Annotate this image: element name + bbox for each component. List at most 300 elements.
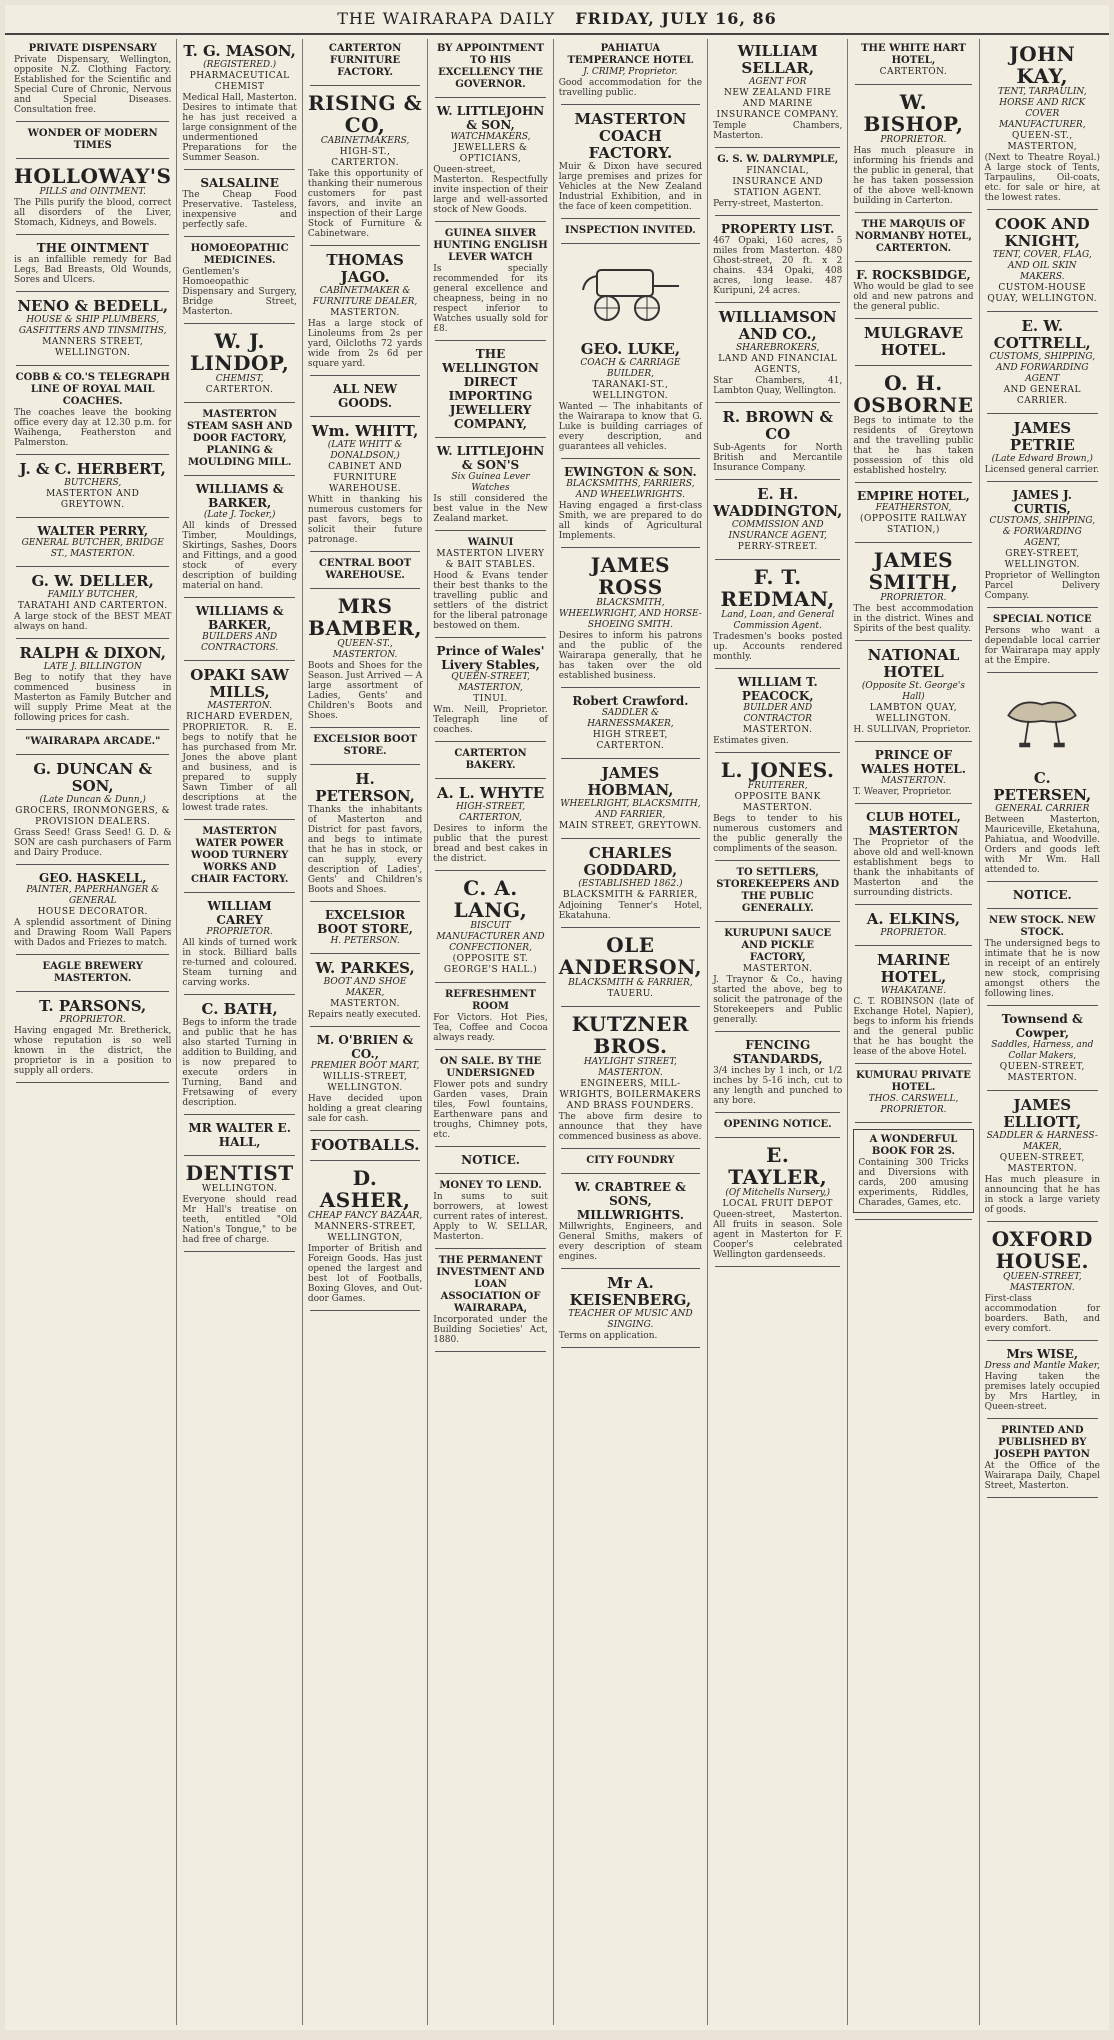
advertisement [559,694,702,752]
divider [715,147,840,148]
divider [987,908,1098,909]
advertisement-subtitle: CABINETMAKERS, [320,136,410,146]
advertisement [559,341,702,452]
advertisement-title: W. PARKES, [315,959,415,977]
advertisement-title: MARINE HOTEL, [877,951,950,986]
advertisement-body: Has a large stock of Linoleums from 2s per yard, Oilcloths 72 yards wide from 2s 6d per square yard. [307,319,423,369]
advertisement-title: D. ASHER, [319,1166,411,1212]
advertisement [14,241,171,285]
advertisement [14,43,171,115]
advertisement-title: JAMES ROSS [590,553,671,599]
advertisement-subtitle: (Late J. Tocker,) [203,510,276,520]
advertisement [853,325,973,359]
advertisement [559,465,702,541]
divider [435,1173,545,1174]
advertisement-title: C. BATH, [201,1000,278,1018]
advertisement-caption: QUEEN-STREET, MASTERTON. [999,1062,1085,1083]
advertisement-title: G. S. W. DALRYMPLE, [717,154,839,165]
divider [435,97,545,98]
divider [310,1160,420,1161]
advertisement [713,486,842,553]
advertisement-subtitle: TENT, COVER, FLAG, AND OIL SKIN MAKERS. [992,250,1092,282]
advertisement-caption: TAUERU. [607,989,654,999]
advertisement-caption: CARTERTON. [205,385,274,395]
advertisement [433,347,547,431]
column-8 [980,39,1105,2025]
advertisement-subtitle: QUEEN-STREET, MASTERTON, [451,672,530,693]
advertisement-body: C. T. ROBINSON (late of Exchange Hotel, Napier), begs to inform his friends and the general public that he has bought the lease of the above Hotel. [853,997,974,1057]
advertisement-subtitle: BLACKSMITHS, FARRIERS, AND WHEELWRIGHTS. [566,479,695,500]
advertisement [14,736,171,748]
divider [435,1248,545,1249]
divider [987,672,1098,673]
advertisement [433,877,547,976]
divider [561,1268,700,1269]
advertisement-title: JAMES HOBMAN, [587,764,674,799]
advertisement-caption: OPPOSITE BANK MASTERTON. [734,792,821,813]
advertisement-title: PAHIATUA TEMPERANCE HOTEL [567,43,694,66]
advertisement [14,372,171,448]
advertisement-title: C. PETERSEN, [993,769,1092,804]
advertisement [985,614,1100,666]
advertisement [14,573,171,632]
advertisement-body: Having engaged Mr. Bretherick, whose reputation is so well known in the district, the proprietor is in a position to supply all orders. [14,1026,172,1076]
advertisement-caption: HOUSE DECORATOR. [37,907,148,917]
advertisement [559,845,702,921]
advertisement-subtitle: (Late Edward Brown,) [991,454,1093,464]
advertisement-body: Hood & Evans tender their best thanks to the travelling public and settlers of the district for the liberal patronage bestowed on them. [433,571,548,631]
advertisement-subtitle: FRUITERER, [747,781,808,791]
divider [561,1148,700,1149]
advertisement-caption: GROCERS, IRONMONGERS, & PROVISION DEALERS. [15,806,171,827]
divider [715,752,840,753]
advertisement [985,1012,1100,1084]
advertisement-title: MASTERTON WATER POWER WOOD TURNERY WORKS AND CHAIR FACTORY. [190,826,289,885]
advertisement-subtitle: (Opposite St. George's Hall) [861,681,965,702]
advertisement [14,165,171,228]
advertisement-subtitle: PROPRIETOR. [880,135,947,145]
advertisement-body: Between Masterton, Mauriceville, Eketahuna, Pahiatua, and Woodville. Orders and goods left with Mr Wm. Hall attended to. [984,815,1100,875]
divider [16,864,169,865]
column-5 [554,39,708,2025]
advertisement [433,989,547,1043]
divider [561,838,700,839]
advertisement-title: WALTER PERRY, [37,524,149,538]
advertisement-caption: GREY-STREET, WELLINGTON. [1004,549,1080,570]
advertisement-title: THE MARQUIS OF NORMANBY HOTEL, CARTERTON. [855,219,972,254]
advertisement [985,420,1100,475]
advertisement [308,92,422,239]
advertisement [182,667,296,813]
advertisement-title: JAMES PETRIE [1009,419,1075,454]
advertisement-title: CLUB HOTEL, MASTERTON [866,810,961,838]
advertisement-title: HOMOEOPATHIC MEDICINES. [190,243,289,266]
advertisement [985,770,1100,875]
advertisement-subtitle: GENERAL CARRIER [995,804,1090,814]
advertisement-body: In sums to suit borrowers, at lowest current rates of interest. Apply to W. SELLAR, Masterton. [433,1192,548,1242]
advertisement [559,250,702,335]
divider [987,1090,1098,1091]
issue-date: FRIDAY, JULY 16, 86 [575,9,777,28]
advertisement-body: (Next to Theatre Royal.) A large stock of Tents, Tarpaulins, Oil-coats, etc. for sale or hire, at the lowest rates. [984,153,1100,203]
advertisement-subtitle: H. PETERSON. [330,936,400,946]
advertisement [713,566,842,662]
advertisement [713,1038,842,1106]
advertisement [308,595,422,721]
divider [855,741,971,742]
advertisement-caption: TARANAKI-ST., WELLINGTON. [592,380,669,401]
advertisement [182,826,296,886]
divider [561,1006,700,1007]
advertisement-body: T. Weaver, Proprietor. [853,787,952,797]
advertisement-body: 467 Opaki, 160 acres, 5 miles from Masterton. 480 Ghost-street, 20 ft. x 2 chains. 434 Opaki, 408 acres, long lease. 487 Kuripuni, 24 acres. [713,236,843,296]
divider [184,597,294,598]
advertisement-subtitle: SADDLER & HARNESS-MAKER, [986,1131,1098,1152]
advertisement [182,1162,296,1245]
advertisement-body: Good accommodation for the travelling public. [558,78,703,98]
advertisement-caption: QUEEN-STREET, MASTERTON. [999,1153,1085,1174]
advertisement-title: OPENING NOTICE. [723,1119,832,1130]
advertisement [559,111,702,212]
advertisement [713,309,842,396]
divider [715,1031,840,1032]
advertisement-caption: CABINET AND FURNITURE WAREHOUSE. [328,462,403,494]
advertisement-title: ALL NEW GOODS. [333,382,398,410]
divider [855,212,971,213]
divider [855,1063,971,1064]
advertisement-title: PRIVATE DISPENSARY [28,43,157,54]
advertisement-body: Beg to notify that they have commenced business in Masterton as Family Butcher and will supply Prime Meat at the following prices for cash. [14,673,172,723]
advertisement [14,298,171,359]
advertisement-caption: ENGINEERS, MILL-WRIGHTS, BOILERMAKERS AND BRASS FOUNDERS. [559,1079,702,1111]
column-6 [708,39,848,2025]
divider [715,668,840,669]
advertisement-body: Containing 300 Tricks and Diversions with cards, 200 amusing experiments, Riddles, Charades, Games, etc. [858,1158,969,1208]
divider [310,588,420,589]
advertisement-title: OXFORD HOUSE. [991,1227,1093,1273]
advertisement-title: NENO & BEDELL, [17,297,169,315]
advertisement-body: Desires to inform his patrons and the public of the Wairarapa generally, that he has taken over the old established business. [558,631,703,681]
advertisement-caption: (OPPOSITE RAILWAY STATION,) [859,514,967,535]
advertisement-caption: PERRY-STREET. [737,542,818,552]
advertisement [182,604,296,654]
advertisement-title: G. DUNCAN & SON, [33,760,152,795]
advertisement-body: Proprietor of Wellington Parcel Delivery Company. [984,571,1100,601]
advertisement-subtitle: QUEEN-ST., MASTERTON. [332,639,398,660]
advertisement-subtitle: PROPRIETOR. [206,927,273,937]
advertisement-subtitle: Six Guinea Lever Watches [451,472,530,493]
advertisement-body: Terms on application. [558,1331,658,1341]
advertisement-title: JOHN KAY, [1009,42,1076,88]
advertisement-caption: HIGH-ST., CARTERTON. [331,147,399,168]
advertisement-caption: BLACKSMITH & FARRIER, [562,890,698,900]
divider [184,475,294,476]
carriage-illustration [575,256,685,326]
advertisement [853,489,973,536]
divider [561,218,700,219]
divider [561,243,700,244]
advertisement-caption: MANNERS STREET, WELLINGTON. [42,337,144,358]
advertisement-body: Incorporated under the Building Societies' Act, 1880. [433,1315,548,1345]
divider [184,1114,294,1115]
advertisement-title: KUTZNER BROS. [571,1012,690,1058]
advertisement-subtitle: COACH & CARRIAGE BUILDER, [580,358,681,379]
divider [184,402,294,403]
advertisement-title: E. H. WADDINGTON, [713,485,843,520]
advertisement-title: H. PETERSON, [315,770,415,805]
advertisement-subtitle: WHAKATANE. [880,986,947,996]
advertisement-title: GUINEA SILVER HUNTING ENGLISH LEVER WATCH [433,228,548,263]
advertisement [308,43,422,79]
advertisement-title: WILLIAMS & BARKER, [195,604,284,632]
advertisement [713,867,842,915]
advertisement-title: SALSALINE [200,176,279,190]
column-4 [428,39,553,2025]
advertisement-title: GEO. HASKELL, [38,871,147,885]
advertisement [308,558,422,582]
advertisement-subtitle: LATE J. BILLINGTON [43,662,142,672]
divider [435,637,545,638]
advertisement-subtitle: WHEELRIGHT, BLACKSMITH, AND FARRIER, [560,799,701,820]
saddle-illustration [992,685,1092,755]
divider [561,1347,700,1348]
advertisement-body: Private Dispensary, Wellington, opposite N.Z. Clothing Factory. Established for the Scientific and Special Cure of Chronic, Nervous and Special Diseases. Consultation free. [14,55,172,115]
advertisement-subtitle: HIGH-STREET, CARTERTON, [455,802,526,823]
advertisement [308,382,422,410]
divider [987,881,1098,882]
advertisement-title: HOLLOWAY'S [14,164,172,188]
advertisement-caption: AND GENERAL CARRIER. [1003,385,1081,406]
advertisement [559,934,702,1000]
advertisement-subtitle: PROPRIETOR. [59,1015,126,1025]
advertisement-caption: CARTERTON. [879,67,948,77]
advertisement-title: NOTICE. [1012,888,1072,902]
divider [987,1497,1098,1498]
advertisement-subtitle: HAYLIGHT STREET, MASTERTON. [583,1057,677,1078]
advertisement-subtitle: BLACKSMITH & FARRIER, [568,978,693,988]
advertisement-caption: FINANCIAL, INSURANCE AND STATION AGENT. [732,166,824,198]
advertisement-subtitle: PREMIER BOOT MART, [310,1061,420,1071]
advertisement [14,998,171,1076]
advertisement-subtitle: CUSTOMS, SHIPPING, AND FORWARDING AGENT [989,352,1096,384]
divider [16,121,169,122]
advertisement-caption: MASTERTON. [742,964,813,974]
advertisement-body: Desires to inform the public that the purest bread and best cakes in the district. [433,824,548,864]
advertisement-body: The Pills purify the blood, correct all disorders of the Liver, Stomach, Kidneys, and Bowels. [14,198,172,228]
advertisement-subtitle: BUTCHERS, [64,478,122,488]
column-1 [9,39,177,2025]
advertisement-body: Sub-Agents for North British and Mercantile Insurance Company. [713,443,843,473]
advertisement-title: T. PARSONS, [39,997,147,1015]
advertisement-body: The above firm desire to announce that they have commenced business as above. [558,1112,703,1142]
advertisement [853,810,973,898]
advertisement-caption: LAMBTON QUAY, WELLINGTON. [869,703,958,724]
advertisement-title: CARTERTON FURNITURE FACTORY. [328,43,402,78]
advertisement-title: FOOTBALLS. [310,1136,420,1154]
divider [310,901,420,902]
advertisement [713,928,842,1025]
advertisement-title: BY APPOINTMENT TO HIS EXCELLENCY THE GOVERNOR. [437,43,544,90]
advertisement [713,43,842,141]
divider [16,991,169,992]
advertisement-caption: MAIN STREET, GREYTOWN. [559,821,702,831]
advertisement-subtitle: PROPRIETOR. [880,928,947,938]
advertisement [559,225,702,237]
divider [561,758,700,759]
advertisement-title: G. W. DELLER, [31,572,154,590]
divider [855,261,971,262]
advertisement-subtitle: (REGISTERED.) [203,60,277,70]
advertisement-title: TO SETTLERS, STOREKEEPERS AND THE PUBLIC GENERALLY. [716,867,840,914]
advertisement-caption: MASTERTON LIVERY & BAIT STABLES. [436,549,545,570]
advertisement-title: W. J. LINDOP, [189,329,290,375]
advertisement [559,1013,702,1142]
advertisement [985,488,1100,601]
divider [987,311,1098,312]
divider [561,1173,700,1174]
advertisement-title: Mr A. KEISENBERG, [569,1274,692,1309]
advertisement-subtitle: QUEEN-STREET, MASTERTON. [1002,1272,1082,1293]
advertisement-body: Everyone should read Mr Hall's treatise on teeth, entitled "Old Nation's Tongue," to be had free of charge. [182,1195,297,1245]
advertisement-body: Begs to inform the trade and public that he has also started Turning in addition to Building, and is now prepared to execute orders in Turning, Band and Fretsawing of every description. [182,1018,297,1108]
advertisement-body: Persons who want a dependable local carrier for Wairarapa may apply at the Empire. [984,626,1100,666]
advertisement-subtitle: GENERAL BUTCHER, BRIDGE ST., MASTERTON. [21,538,164,559]
advertisement-title: PRINCE OF WALES HOTEL. [860,748,966,776]
advertisement-title: CENTRAL BOOT WAREHOUSE. [318,558,412,581]
advertisement-title: NEW STOCK. NEW STOCK. [989,915,1096,938]
advertisement-title: PRINTED AND PUBLISHED BY JOSEPH PAYTON [994,1425,1090,1460]
advertisement [853,647,973,735]
divider [184,1155,294,1156]
advertisement-body: J. Traynor & Co., having started the above, beg to solicit the patronage of the Storekeepers and Public generally. [713,975,843,1025]
divider [16,291,169,292]
advertisement-body: Star Chambers, 41, Lambton Quay, Wellington. [713,376,843,396]
advertisement [985,915,1100,999]
advertisement-title: WONDER OF MODERN TIMES [27,128,158,151]
advertisement-subtitle: TEACHER OF MUSIC AND SINGING. [568,1309,693,1330]
divider [16,954,169,955]
advertisement-subtitle: CUSTOMS, SHIPPING, & FORWARDING AGENT, [989,516,1096,548]
advertisement-caption: MASTERTON. [330,999,400,1009]
divider [855,803,971,804]
divider [987,607,1098,608]
advertisement-title: WILLIAMSON AND CO., [718,308,837,343]
advertisement-title: FENCING STANDARDS, [732,1038,823,1066]
advertisement [713,154,842,209]
advertisement-title: COOK AND KNIGHT, [994,215,1090,250]
divider [310,1026,420,1027]
advertisement-title: GEO. LUKE, [580,340,681,358]
advertisement [853,1129,973,1213]
advertisement-body: Begs to tender to his numerous customers and the public generally the compliments of the season. [713,814,843,854]
advertisement-subtitle: BUILDERS AND CONTRACTORS. [201,632,279,653]
advertisement-body: Medical Hall, Masterton. Desires to intimate that he has just received a large consignment of the undermentioned Preparations for the Summer Season. [182,93,297,163]
advertisement-title: Townsend & Cowper, [1001,1012,1083,1040]
advertisement-caption: JEWELLERS & OPTICIANS, [453,143,528,164]
advertisement-subtitle: (LATE WHITT & DONALDSON,) [327,440,403,461]
advertisement-subtitle: COMMISSION AND INSURANCE AGENT, [728,520,827,541]
advertisement-subtitle: WATCHMAKERS, [450,132,531,142]
advertisement-title: OPAKI SAW MILLS, [190,666,290,701]
advertisement-body: Begs to intimate to the residents of Greytown and the travelling public that he has taken possession of this old established hostelry. [853,416,974,476]
advertisement-caption: QUEEN-ST., MASTERTON, [1007,131,1078,152]
advertisement [182,243,296,317]
advertisement-title: NOTICE. [461,1153,520,1167]
advertisement-subtitle: J. CRIMP, Proprietor. [583,67,678,77]
divider [310,551,420,552]
advertisement-body: All kinds of Dressed Timber, Mouldings, Skirtings, Sashes, Doors and Fittings, and a good stock of every description of building material on hand. [182,521,297,591]
advertisement-body: The Proprietor of the above old and well-known establishment begs to thank the inhabitants of Masterton and the surrounding districts. [853,838,974,898]
advertisement-title: PROPERTY LIST. [721,222,835,236]
advertisement [433,43,547,91]
advertisement-title: THE WELLINGTON DIRECT IMPORTING JEWELLERY COMPANY, [442,347,539,431]
advertisement-subtitle: SADDLER & HARNESSMAKER, [587,708,674,729]
advertisement [433,444,547,524]
advertisement-subtitle: (Late Duncan & Dunn,) [39,795,146,805]
advertisement-title: W. CRABTREE & SONS, MILLWRIGHTS. [574,1180,686,1222]
masthead [5,5,1109,35]
advertisement-title: A WONDERFUL BOOK FOR 2S. [869,1134,958,1157]
advertisement-body: A splendid assortment of Dining and Drawing Room Wall Papers with Dados and Friezes to match. [14,918,172,948]
advertisement-title: KUMURAU PRIVATE HOTEL. [856,1070,971,1093]
column-7 [848,39,979,2025]
divider [987,1221,1098,1222]
divider [16,754,169,755]
divider [855,945,971,946]
advertisement-caption: WELLINGTON. [201,1184,278,1194]
divider [16,1082,169,1083]
advertisement-caption: PHARMACEUTICAL CHEMIST [189,71,290,92]
advertisement-title: RISING & CO, [308,91,423,137]
divider [987,413,1098,414]
divider [310,245,420,246]
advertisement-body: Has much pleasure in informing his friends and the public in general, that he has taken possession of the above well-known building in Carterton. [853,146,974,206]
advertisement-title: EAGLE BREWERY MASTERTON. [42,961,143,984]
advertisement [985,1228,1100,1334]
advertisement-title: COBB & CO.'S TELEGRAPH LINE OF ROYAL MAIL COACHES. [15,372,170,407]
advertisement-body: Boots and Shoes for the Season. Just Arrived — A large assortment of Ladies, Gents' and Children's Boots and Shoes. [307,661,423,721]
advertisement-subtitle: MASTERTON. [881,776,946,786]
advertisement-title: Robert Crawford. [572,694,689,708]
advertisement-caption: WILLIS-STREET, WELLINGTON. [322,1072,408,1093]
advertisement-body: Temple Chambers, Masterton. [713,121,843,141]
advertisement [985,216,1100,305]
divider [310,764,420,765]
advertisement [308,1137,422,1154]
divider [184,323,294,324]
divider [855,1122,971,1123]
advertisement-title: INSPECTION INVITED. [565,225,696,236]
advertisement-caption: RICHARD EVERDEN, [186,712,294,722]
advertisement-caption: LOCAL FRUIT DEPOT [722,1199,833,1209]
divider [435,982,545,983]
advertisement-body: Whitt in thanking his numerous customers for past favors, begs to solicit their future patronage. [307,495,423,545]
advertisement [433,537,547,631]
divider [715,402,840,403]
advertisement-caption: NEW ZEALAND FIRE AND MARINE INSURANCE COMPANY. [716,88,839,120]
divider [310,727,420,728]
divider [435,437,545,438]
divider [855,904,971,905]
advertisement-body: Queen-street, Masterton. All fruits in season. Sole agent in Masterton for F. Cooper's celebrated Wellington gardenseeds. [713,1210,843,1260]
advertisement [308,771,422,895]
advertisement-body: Take this opportunity of thanking their numerous customers for past favors, and invite an inspection of their Large Stock of Furniture & Cabinetware. [307,169,423,239]
advertisement-title: W. LITTLEJOHN & SON'S [436,444,545,472]
advertisement-caption: MANNERS-STREET, WELLINGTON, [314,1222,416,1243]
advertisement [853,911,973,939]
advertisement [985,1347,1100,1412]
advertisement-title: RALPH & DIXON, [19,644,166,662]
